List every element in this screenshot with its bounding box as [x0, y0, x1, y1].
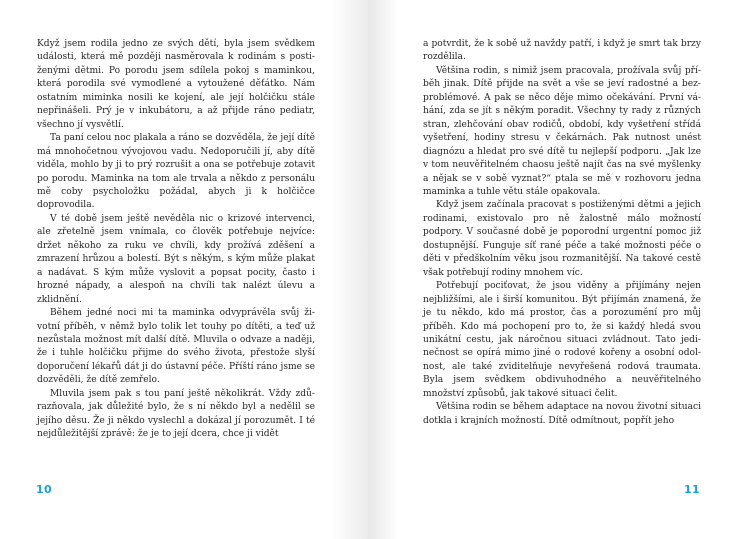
right-paragraph-5: Většina rodin se během adaptace na novou životní situaci dotkla i krajních možností. Dítě odmítnout, popřít jeho — [423, 402, 701, 426]
left-page — [0, 0, 368, 539]
right-page — [369, 0, 737, 539]
left-paragraph-2: Ta paní celou noc plakala a ráno se dozvěděla, že její dítě má mnohočetnou vývojovou vadu. Nedoporučili jí, aby dítě viděla, mohlo by ji to prý rozrušit a ona se potřebuje zotavit po porodu. Maminka na tom ale trvala a někdo z personálu mě coby psycholožku požádal, abych ji k holčičce doprovodila. — [37, 133, 315, 211]
left-paragraph-3: V té době jsem ještě nevěděla nic o krizové intervenci, ale zřetelně jsem vnímala, co člověk potřebuje nejvíce: držet někoho za ruku ve chvíli, kdy prožívá zděšení a zmrazení hrůzou a bolestí. Být s někým, s kým může plakat a nadávat. S kým může vyslovit a popsat pocity, často i hrozné nápady, a alespoň na chvíli tak nalézt úlevu a zklidnění. — [37, 213, 315, 305]
left-paragraph-4: Během jedné noci mi ta maminka odvyprávěla svůj životní příběh, v němž bylo tolik let touhy po dítěti, a teď už nezůstala možnost mít další dítě. Mluvila o odvaze a naději, že i tuhle holčičku přijme do svého života, přestože slyší doporučení lékařů dát ji do ústavní péče. Příští ráno jsme se dozvěděli, že dítě zemřelo. — [37, 308, 315, 386]
right-page-text — [423, 38, 701, 428]
right-paragraph-1: a potvrdit, že k sobě už navždy patří, i když je smrt tak brzy rozdělila. — [423, 39, 701, 63]
right-paragraph-4: Potřebují pociťovat, že jsou viděny a přijímány nejen nejbližšími, ale i širší komunitou. Být přijímán znamená, že je tu někdo, kdo má prostor, čas a porozumění pro můj příběh. Kdo má pochopení pro to, že si každý hledá svou unikátní cestu, jak náročnou situaci zvládnout. Tato jedinečnost se opírá mimo jiné o rodové kořeny a osobní odolnost, ale také zviditelňuje nevyřešená rodová traumata. Byla jsem svědkem obdivuhodného a neuvěřitelného množství způsobů, jak takové situaci čelit. — [423, 281, 701, 399]
left-page-text — [37, 38, 315, 442]
left-paragraph-5: Mluvila jsem pak s tou paní ještě několikrát. Vždy zdůrazňovala, jak důležité bylo, že s ní někdo byl a nedělil se jejího děsu. Že ji někdo vyslechl a dokázal jí porozumět. I té nejdůležitější zprávě: že je to její dcera, chce ji vidět — [37, 388, 315, 440]
left-paragraph-1: Když jsem rodila jedno ze svých dětí, byla jsem svědkem události, která mě později nasměrovala k rodinám s postiženými dětmi. Po porodu jsem sdílela pokoj s maminkou, která porodila své vymodlené a vytoužené děťátko. Nám ostatním miminka nosili ke kojení, ale její holčičku stále nepřinášeli. Prý je v inkubátoru, a až přijde ráno pediatr, všechno jí vysvětlí. — [37, 39, 315, 130]
page-number-right: 11 — [684, 483, 700, 496]
page-number-left: 10 — [36, 483, 52, 496]
right-paragraph-2: Většina rodin, s nimiž jsem pracovala, prožívala svůj příběh jinak. Dítě přijde na svět a vše se jeví radostné a bezproblémové. A pak se něco děje mimo očekávání. První váhání, zda se jít s někým poradit. Všechny ty rady z různých stran, zlehčování obav rodičů, období, kdy vyšetření střídá vyšetření, hodiny stresu v čekárnách. Pak nutnost unést diagnózu a hledat pro své dítě tu nejlepší podporu. „Jak lze v tom neuvěřitelném chaosu ještě najít čas na své myšlenky a nějak se v sobě vyznat?“ ptala se mě v rozhovoru jedna maminka a tuhle větu stále opakovala. — [423, 65, 701, 197]
right-paragraph-3: Když jsem začínala pracovat s postiženými dětmi a jejich rodinami, existovalo pro ně žalostně málo možností podpory. V současné době je poporodní urgentní pomoc již dostupnější. Funguje síť rané péče a také možnosti péče o děti v předškolním věku jsou rozmanitější. Na takové cestě však potřebují rodiny mnohem víc. — [423, 200, 701, 278]
